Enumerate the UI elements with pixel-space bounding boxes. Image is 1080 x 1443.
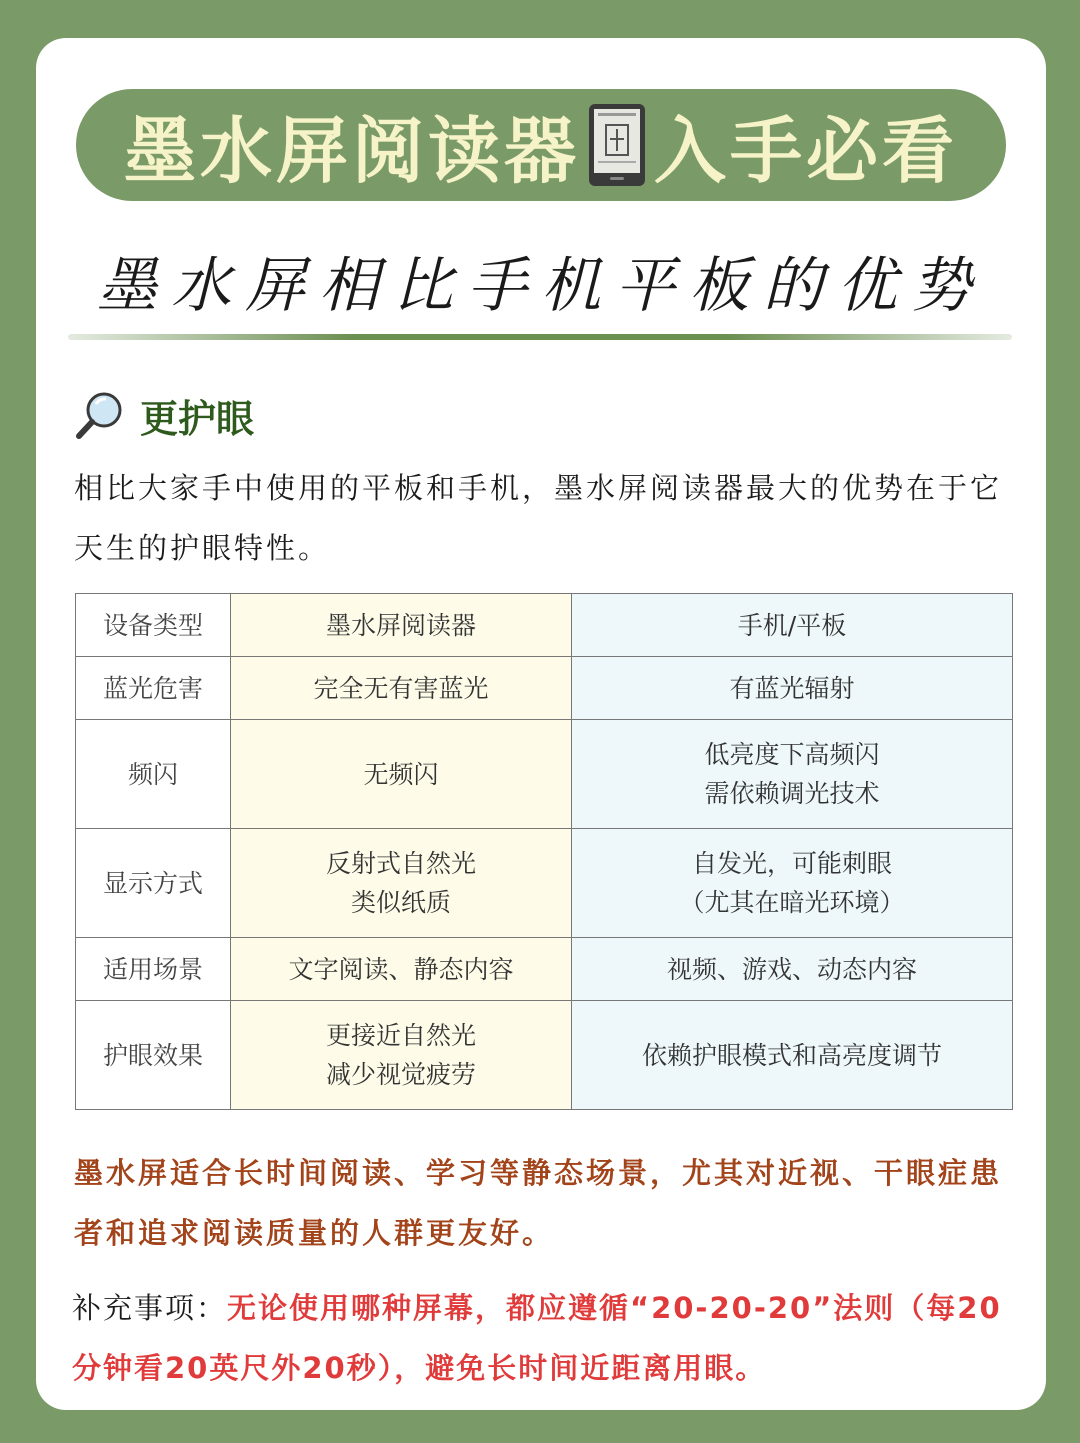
section-header (74, 388, 254, 443)
cell-line: 低亮度下高频闪 (704, 740, 880, 769)
cell-line: 自发光，可能刺眼 (691, 849, 892, 878)
table-row (76, 829, 1013, 938)
cell-line: 有蓝光辐射 (729, 673, 855, 703)
note-paragraph (72, 1278, 1022, 1398)
content-card (36, 38, 1046, 1410)
cell-line: （尤其在暗光环境） (679, 888, 905, 917)
row-label: 频闪 (76, 720, 231, 829)
cell-line: 减少视觉疲劳 (325, 1060, 476, 1089)
phone-cell (572, 657, 1013, 720)
section-title: 更护眼 (140, 397, 255, 441)
row-label: 显示方式 (76, 829, 231, 938)
cell-line: 依赖护眼模式和高亮度调节 (641, 1040, 942, 1070)
table-row (76, 938, 1013, 1001)
title-banner (76, 89, 1006, 201)
table-row (76, 1001, 1013, 1110)
comparison-table (75, 593, 1013, 1110)
cell-line: 文字阅读、静态内容 (288, 954, 514, 984)
ink-cell (231, 829, 572, 938)
ink-cell (231, 720, 572, 829)
subtitle: 墨水屏相比手机平板的优势 (97, 251, 985, 321)
ink-cell (231, 938, 572, 1001)
header-ink-reader: 墨水屏阅读器 (231, 594, 572, 657)
phone-cell (572, 1001, 1013, 1110)
cell-line: 完全无有害蓝光 (313, 673, 489, 703)
note-text: 无论使用哪种屏幕，都应遵循“20-20-20”法则（每20分钟看20英尺外20秒），避免长时间近距离用眼。 (72, 1291, 1002, 1385)
table-header-row (76, 594, 1013, 657)
row-label: 护眼效果 (76, 1001, 231, 1110)
intro-paragraph: 相比大家手中使用的平板和手机，墨水屏阅读器最大的优势在于它天生的护眼特性。 (74, 471, 1003, 565)
title-right: 入手必看 (654, 109, 959, 193)
cell-line: 更接近自然光 (325, 1021, 476, 1050)
divider (68, 334, 1012, 340)
ereader-icon (588, 103, 646, 187)
cell-line: 反射式自然光 (325, 849, 476, 878)
ink-cell (231, 1001, 572, 1110)
header-phone-tablet: 手机/平板 (572, 594, 1013, 657)
phone-cell (572, 938, 1013, 1001)
row-label: 蓝光危害 (76, 657, 231, 720)
magnifier-icon (74, 390, 126, 442)
cell-line: 需依赖调光技术 (704, 779, 880, 808)
title-left: 墨水屏阅读器 (123, 109, 580, 193)
cell-line: 类似纸质 (350, 888, 451, 917)
phone-cell (572, 829, 1013, 938)
conclusion-paragraph: 墨水屏适合长时间阅读、学习等静态场景，尤其对近视、干眼症患者和追求阅读质量的人群更友好。 (74, 1156, 1003, 1250)
row-label: 适用场景 (76, 938, 231, 1001)
cell-line: 无频闪 (363, 759, 439, 789)
table-row (76, 720, 1013, 829)
header-device-type: 设备类型 (76, 594, 231, 657)
ink-cell (231, 657, 572, 720)
cell-line: 视频、游戏、动态内容 (666, 954, 917, 984)
table-row (76, 657, 1013, 720)
phone-cell (572, 720, 1013, 829)
note-label: 补充事项： (72, 1291, 228, 1325)
